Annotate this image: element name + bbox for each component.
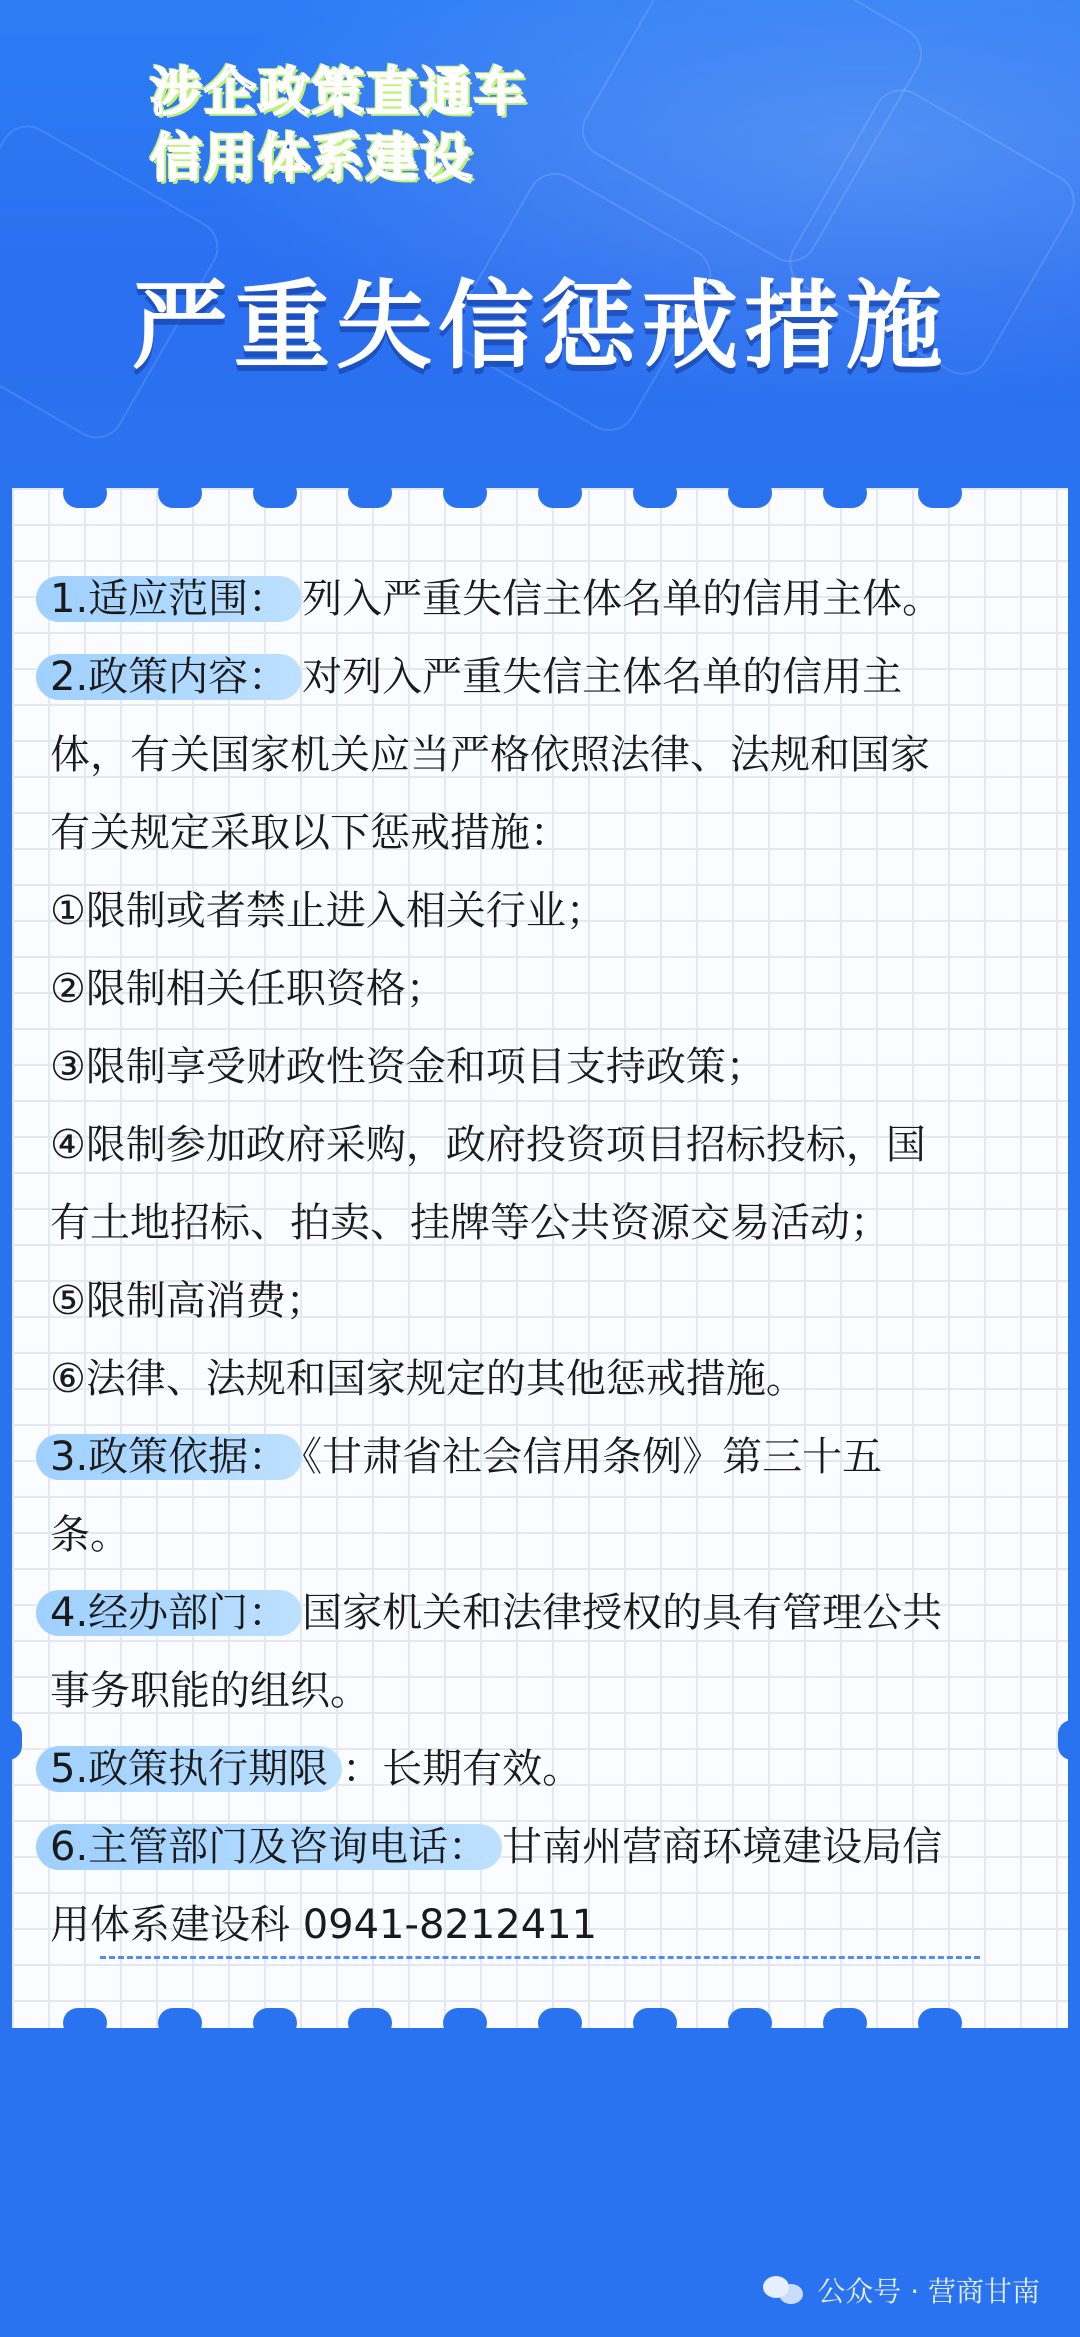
scallop-decor: [633, 478, 677, 508]
page-title: 严重失信惩戒措施: [132, 270, 948, 382]
section-heading: 5.政策执行期限: [36, 1746, 342, 1792]
text-line: 有土地招标、拍卖、挂牌等公共资源交易活动；: [50, 1200, 890, 1246]
measure-item: ①限制或者禁止进入相关行业；: [50, 888, 606, 934]
footer-account[interactable]: [763, 2270, 1040, 2310]
section-heading: 1.适应范围：: [36, 576, 302, 622]
section-heading: 3.政策依据：: [36, 1434, 302, 1480]
scallop-decor: [538, 478, 582, 508]
scallop-decor: [728, 478, 772, 508]
side-notch: [1058, 1720, 1080, 1760]
section-text: 国家机关和法律授权的具有管理公共: [302, 1590, 943, 1636]
measure-item: ⑥法律、法规和国家规定的其他惩戒措施。: [50, 1356, 806, 1402]
scallop-decor: [443, 478, 487, 508]
section-text: 甘南州营商环境建设局信: [502, 1824, 943, 1870]
policy-content: [50, 560, 1040, 1964]
scallop-decor: [538, 2008, 582, 2038]
dashed-divider: [100, 1956, 980, 1959]
scallop-decor: [253, 478, 297, 508]
section-heading: 4.经办部门：: [36, 1590, 302, 1636]
contact-line: 用体系建设科 0941-8212411: [50, 1902, 598, 1948]
text-line: 体，有关国家机关应当严格依照法律、法规和国家: [50, 732, 930, 778]
section-scope: [50, 560, 1040, 638]
scallop-decor: [918, 2008, 962, 2038]
text-line: 有关规定采取以下惩戒措施：: [50, 810, 570, 856]
text-line: 事务职能的组织。: [50, 1668, 370, 1714]
section-text: 列入严重失信主体名单的信用主体。: [302, 576, 943, 622]
text-line: 条。: [50, 1512, 130, 1558]
measure-item: ②限制相关任职资格；: [50, 966, 446, 1012]
header-banner: [0, 0, 1080, 490]
scallop-decor: [253, 2008, 297, 2038]
measure-item: ⑤限制高消费；: [50, 1278, 326, 1324]
section-period: [50, 1730, 1040, 1808]
scallop-decor: [633, 2008, 677, 2038]
scallop-decor: [823, 2008, 867, 2038]
scallop-decor: [918, 478, 962, 508]
section-contact: [50, 1808, 1040, 1886]
scallop-decor: [823, 478, 867, 508]
series-badge: [150, 60, 528, 192]
scallop-decor: [348, 478, 392, 508]
section-basis: [50, 1418, 1040, 1496]
section-text: 《甘肃省社会信用条例》第三十五: [302, 1434, 883, 1480]
badge-line-1: 涉企政策直通车: [150, 63, 529, 123]
scallop-decor: [63, 478, 107, 508]
side-notch: [0, 1720, 22, 1760]
section-department: [50, 1574, 1040, 1652]
section-content: [50, 638, 1040, 716]
measure-item: ③限制享受财政性资金和项目支持政策；: [50, 1044, 766, 1090]
measure-item: ④限制参加政府采购，政府投资项目招标投标，国: [50, 1122, 926, 1168]
section-text: ：长期有效。: [342, 1746, 583, 1792]
section-heading: 2.政策内容：: [36, 654, 302, 700]
scallop-decor: [158, 2008, 202, 2038]
scallop-decor: [158, 478, 202, 508]
scallop-decor: [348, 2008, 392, 2038]
wechat-icon: [763, 2274, 805, 2306]
scallop-decor: [443, 2008, 487, 2038]
section-heading: 6.主管部门及咨询电话：: [36, 1824, 502, 1870]
badge-line-2: 信用体系建设: [150, 129, 475, 189]
section-text: 对列入严重失信主体名单的信用主: [302, 654, 903, 700]
scallop-decor: [728, 2008, 772, 2038]
scallop-decor: [63, 2008, 107, 2038]
footer-text: 公众号 · 营商甘南: [817, 2275, 1040, 2308]
